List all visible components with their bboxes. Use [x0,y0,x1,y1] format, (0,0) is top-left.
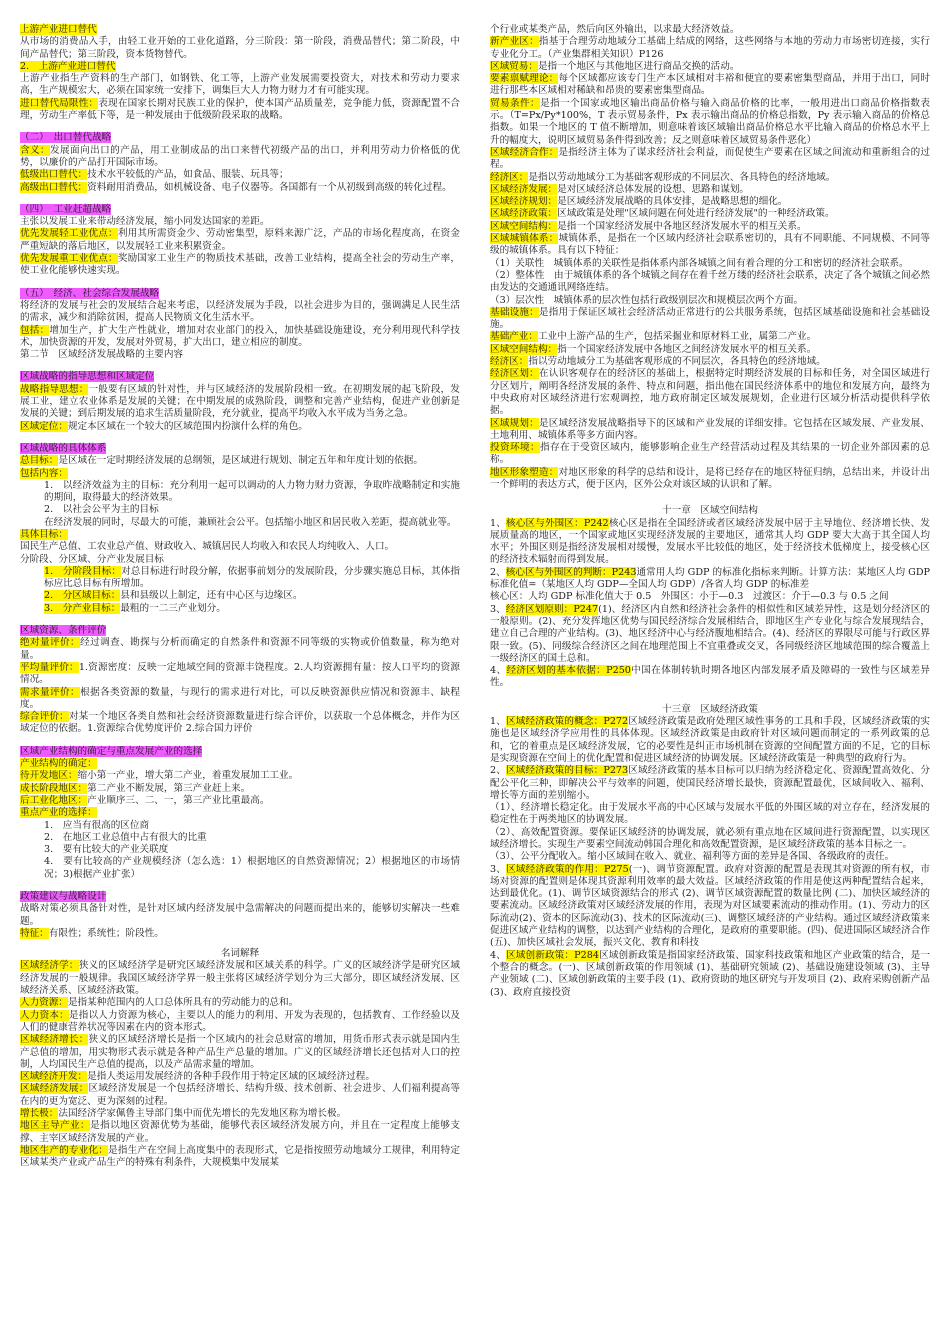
term-label: 含义： [20,144,51,156]
left-paragraph [20,384,460,421]
body-text: 核心区：人均 GDP 标准化值大于 0.5 外围区：小于—0.3 过渡区：介于—0.3 与 0.5 之间 [490,591,889,603]
term-label: 区域定位： [20,420,68,432]
term-label: 区域经济学： [20,960,79,972]
term-definition: 区域经济政策的基本目标可以归纳为经济稳定化、资源配置高效化、分配公平化三种，即解决公平与效率的问题，使国民经济增长最快，资源配置最优，区域间收入、福利、增长等方面的差别缩小。 [490,765,930,801]
right-paragraph [490,851,930,863]
term-label: 人力资本： [20,1009,69,1021]
term-label: 区域经济发展： [490,183,558,195]
item-number: 4、 [490,665,507,677]
body-text: 1. 以经济效益为主的目标：充分利用一起可以调动的人力物力财力资源，争取昨战略制定和实施的期间，取得最大的经济效果。 [44,479,460,504]
chapter-heading: 十三章 区域经济政策 [662,703,758,715]
body-text: 工业中上游产品的生产，包括采掘业和原材料工业，属第二产业。 [537,331,817,343]
section-heading: （四） 工业赶超战略 [20,203,112,215]
item-number: 1、 [490,517,506,529]
left-paragraph [20,288,460,300]
term-label: 总目标： [20,455,59,467]
right-paragraph [490,295,930,307]
body-text: 主张以发展工业来带动经济发展，缩小同发达国家的差距。 [20,216,270,228]
left-paragraph [20,132,460,144]
left-paragraph [20,960,460,997]
body-text: （1）关联性 城镇体系的关联性是指体系内部各城镇之间有着合理的分工和密切的经济社会联系。 [490,257,909,269]
left-paragraph [20,783,460,795]
body-text: 2. 以社会公平为主的目标 [44,504,159,516]
section-heading: （二） 出口替代战略 [20,132,112,144]
term-definition: 通常用人均 GDP 的标准化指标来判断。计算方法：某地区人均 GDP 标准化值=（某地区人均 GDP—全国人均 GDP）/各省人均 GDP 的标准差 [490,566,930,591]
term-label: 战略指导思想： [20,383,89,395]
body-text: 每个区域都应该专门生产本区域相对丰裕和便宜的要素密集型商品，并用于出口，同时进行那些本区域相对稀缺和昂贵的要素密集型商品。 [490,73,931,97]
left-paragraph [20,468,460,480]
right-paragraph [490,765,930,802]
body-text: 4. 要有比较高的产业规模经济（怎么选：1）根据地区的自然资源情况；2）根据地区的市场情况；3)根据产业扩张） [44,856,460,880]
left-paragraph [20,1145,460,1170]
body-text: 在认识客观存在的经济区的基础上，根据特定时期经济发展的目标和任务，对全国区域进行分区划片，阐明各经济发展的条件、特点和问题，指出他在国民经济体系中的地位和发展方向，最终为中央政府对区域经济进行宏观调控，地方政府制定区域发展规划，企业进行区域分析活动提供科学依据。 [490,368,931,417]
right-column [490,24,930,999]
body-text: 指基于合理劳动地域分工基础上结成的网络，这些网络与本地的劳动力市场密切连接，实行专业化分工。（产业集群相关知识）P126 [490,36,931,60]
left-paragraph [20,36,460,61]
body-text: （2）、高效配置资源。要保证区域经济的协调发展，就必须有重点地在区域间进行资源配置，以实现区域经济增长。实现生产要素空间流动韩国合理化和高效配置资源，是区域经济政策的基本目标之一。 [490,826,930,850]
term-label: 具体目标： [20,528,68,540]
right-paragraph [490,704,930,716]
section-heading: 政策建议与战略设计 [20,891,107,902]
body-text: 有限性；系统性；阶段性。 [48,927,164,939]
body-text: 指存在于受资区域内，能够影响企业生产经营活动过程及其结果的一切企业外部因素的总称。 [490,442,931,466]
body-text: 对地区形象的科学的总结和设计，是将已经存在的地区特征归纳，总结出来，并设计出一个鲜明的表达方式，便于区内，区外公众对该区域的认识和了解。 [490,466,931,490]
term-label: 人力资源： [20,997,68,1009]
term-label: 经济区划原则：P247 [505,603,599,615]
right-paragraph [490,356,930,368]
left-paragraph [20,770,460,782]
body-text: 是指用于保证区域社会经济活动正常进行的公共服务系统，包括区域基础设施和社会基础设施。 [490,306,931,331]
right-paragraph [490,802,930,827]
left-paragraph [20,228,460,253]
term-label: 基础设施： [490,306,539,318]
right-paragraph [490,98,930,147]
item-number: 3、 [490,863,507,875]
term-label: 包括： [20,324,50,336]
body-text: 是指人类运用发展经济的各种手段作用于特定区域的区域经济过程。 [87,1071,375,1083]
right-paragraph [490,467,930,492]
body-text: 技术水平较低的产品，如食品、服装、玩具等； [87,169,289,181]
left-paragraph [20,1108,460,1120]
body-text: 县和县级以上制定，还有中心区与边缘区。 [120,590,303,602]
term-label: 投资环境： [490,442,541,454]
term-label: 绝对量评价： [20,637,81,649]
left-paragraph [20,554,460,566]
body-text: 3. 要有比较大的产业关联度 [44,844,169,856]
body-text: 产业顺序三、二、一，第三产业比重最高。 [87,794,270,806]
body-text: 在经济发展的同时，尽最大的可能，兼顾社会公平。包括缩小地区和居民收入差距，提高就业等。 [44,516,457,528]
body-text: 对某一个地区各类自然和社会经济资源数量进行综合评价，以获取一个总体概念，并作为区域定位的依据。1.资源综合优势度评价 2.综合国力评价 [20,711,461,735]
term-label: 优先发展重工业优点： [20,253,118,265]
body-text: 资料耐用消费品，如机械设备、电子仪器等。各国都有一个从初级到高级的转化过程。 [87,181,452,193]
term-label: 包括内容： [20,467,68,479]
section-heading: 区域产业结构的确定与重点发展产业的选择 [20,745,203,757]
term-label: 经济区划： [490,368,539,380]
term-definition: 中国在体制转轨时期各地区内部发展矛盾及障碍的一致性与区域差异性。 [490,665,930,689]
right-paragraph [490,184,930,196]
right-paragraph [490,258,930,270]
left-paragraph [20,997,460,1009]
term-label: 平均量评价： [20,661,79,673]
left-paragraph [20,61,460,73]
left-paragraph [20,820,460,832]
left-paragraph [20,746,460,758]
term-label: 上游产业进口替代 [20,24,97,35]
term-label: 区域规划： [490,417,539,429]
term-label: 成长阶段地区： [20,782,88,794]
chapter-heading: 十一章 区域空间结构 [662,505,758,517]
body-text: 1. 应当有很高的区位商 [44,819,150,831]
right-paragraph [490,221,930,233]
right-paragraph [490,172,930,184]
right-paragraph [490,208,930,220]
right-paragraph [490,147,930,172]
body-text: （1）、经济增长稳定化。由于发展水平高的中心区域与发展水平低的外围区域的对立存在，经济发展的稳定性在于两类地区的协调发展。 [490,802,930,826]
right-paragraph [490,61,930,73]
right-paragraph [490,827,930,852]
right-paragraph [490,344,930,356]
term-label: 1. 分阶段目标： [44,565,122,577]
body-text: 区域政策是处理"区域问题在何处进行经济发展"的一种经济政策。 [557,208,835,220]
term-label: 区域创新政策：P284 [506,949,599,961]
right-paragraph [490,307,930,332]
body-text: 发展面向出口的产品，用工业制成品的出口来替代初级产品的出口，并利用劳动力价格低的优势，以廉价的产品打开国际市场。 [20,144,461,168]
term-label: 重点产业的选择： [20,807,97,819]
body-text: 缩小第一产业，增大第二产业，着重发展加工工业。 [77,770,299,782]
left-paragraph [20,300,460,325]
body-text: （3）、公平分配收入。缩小区域间在收入、就业、福利等方面的差异是各国、各级政府的责任。 [490,851,895,863]
right-paragraph [490,331,930,343]
left-paragraph [20,832,460,844]
body-text: 是指以地区资源优势为基础，能够代表区域经济发展方向，并且在一定程度上能够支撑、主宰区域经济发展的产业。 [20,1120,461,1144]
body-text: 指一个国家经济发展中各地区之间经济发展水平的相互关系。 [557,343,817,355]
left-paragraph [20,758,460,770]
left-paragraph [20,566,460,591]
left-paragraph [20,325,460,350]
term-label: 区域经济合作： [490,146,559,158]
body-text: 指以劳动地域分工为基础客观形成的不同层次，各具特色的经济地域。 [528,356,826,368]
body-text: 奖励国家工业生产的物质技术基础，改善工业结构，提高全社会的劳动生产率，使工业化能够快速实现。 [20,253,461,277]
left-paragraph [20,349,460,361]
term-label: 区域经济政策的作用：P275 [506,863,629,875]
term-label: 区域经济发展： [20,1083,89,1095]
section-heading: 区域资源、条件评价 [20,625,107,637]
right-paragraph [490,233,930,258]
body-text: 城镇体系，是指在一个区域内经济社会联系密切的，具有不同职能、不同规模、不同等级的城镇体系。具有以下特征： [490,233,931,257]
term-label: 区域经济规划： [490,196,558,208]
body-text: 是指以劳动地域分工为基础客观形成的不同层次、各具特色的经济地域。 [528,171,836,183]
left-paragraph [20,371,460,383]
body-text: 规定本区域在一个较大的区域范围内扮演什么样的角色。 [67,420,308,432]
body-text: 第二节 区域经济发展战略的主要内容 [20,349,184,361]
term-label: 2. 上游产业进口替代 [20,60,116,72]
term-label: 区域城镇体系： [490,233,559,245]
term-label: 优先发展轻工业优点： [20,228,118,240]
left-paragraph [20,590,460,602]
term-label: 区域贸易： [490,60,538,72]
item-number: 4、 [490,949,506,961]
left-paragraph [20,1010,460,1035]
left-paragraph [20,541,460,553]
term-label: 区域经济开发： [20,1071,88,1083]
left-paragraph [20,928,460,940]
body-text: 将经济的发展与社会的发展结合起来考虑，以经济发展为手段，以社会进步为目的，强调满足人民生活的需求，减少和消除贫困，提高人民物质文化生活水平。 [20,299,460,324]
body-text: 狭义的区域经济增长是指一个区域内的社会总财富的增加，用货币形式表示就是国内生产总值的增加，用实物形式表示就是各种产品生产总量的增加。广义的区域经济增长还包括对人口的控制，人均国民生产总值的提高，以及产品需求量的增加。 [20,1034,461,1070]
left-paragraph [20,1120,460,1145]
body-text: 国民生产总值、工农业总产值、财政收入、城镇居民人均收入和农民人均纯收入、人口。 [20,541,395,553]
section-heading: 区域战略的具体体系 [20,442,107,454]
term-label: 区域经济政策： [490,208,558,220]
term-label: 贸易条件： [490,97,541,109]
left-paragraph [20,1034,460,1071]
left-paragraph [20,603,460,615]
body-text: 上游产业指生产资料的生产部门，如钢铁、化工等，上游产业发展需要投资大，对技术和劳动力要求高，生产规模宏大，必须在国家统一安排下，调集巨大人力物力财力才有可能实现。 [20,73,460,97]
body-text: 是区域经济发展战略指导下的区域和产业发展的详细安排。它包括在区域发展、产业发展、土地利用、城镇体系等多方面内容。 [490,417,931,441]
body-text: 利用其所需资金少、劳动密集型，原料来源广泛，产品的市场化程度高，在资金严重短缺的落后地区，以发展轻工业来积累资金。 [20,228,461,252]
term-label: 进口替代局限性： [20,97,99,109]
left-paragraph [20,421,460,433]
right-paragraph [490,196,930,208]
body-text: 是区域经济发展战略的具体安排，是战略思想的细化。 [557,196,788,208]
item-number: 1、 [490,716,506,728]
body-text: 是指一个国家或地区输出商品价格与输入商品价格的比率，一般用进出口商品价格指数表示。（T=Px/Py*100%，T 表示贸易条件，Px 表示输出商品的价格总指数，Py 表示输入商品的价格总指数。如果一个地区的 T 值不断增加，则意味着该区域输出商品价格总水平比输入商品的价格总水平上升的幅度大，说明区域贸易条件得到改善；反之则意味着区域贸易条件恶化） [490,97,931,146]
term-definition: 核心区是指在全国经济或者区域经济发展中居于主导地位、经济增长快、发展质量高的地区，一个国家或地区实现经济发展的主要地区，通常其人均 GDP 要大大高于其全国人均水平；外围区则是指经济发展相对缓慢，发展水平比较低的地区，处于经济技术低梯度上，接受核心区的经济技术辐射而得到发展。 [490,517,931,566]
left-paragraph [20,891,460,903]
body-text: 表现在国家长期对民族工业的保护，使本国产品质量差，竞争能力低，资源配置不合理，劳动生产率低下等，是一种发展由于低级阶段采取的战略。 [20,97,461,122]
left-paragraph [20,145,460,170]
body-text: 最粗的一二三产业划分。 [120,602,226,614]
term-label: 增长极： [20,1108,59,1120]
body-text: 战略对策必须具备针对性，是针对区域内经济发展中急需解决的问题而提出来的，能够切实解决一些难题。 [20,903,460,927]
left-column [20,24,460,1170]
body-text: 个行业或某类产品，然后向区外输出，以求最大经济效益。 [490,24,740,35]
left-paragraph [20,253,460,278]
left-paragraph [20,517,460,529]
left-paragraph [20,182,460,194]
left-paragraph [20,24,460,36]
body-text: 法国经济学家佩鲁主导部门集中而优先增长的先发地区称为增长极。 [58,1108,347,1120]
left-paragraph [20,529,460,541]
body-text: 是指生产在空间上高度集中的表现形式，它是指按照劳动地域分工规律，利用特定区域某类产业或产品生产的特殊有利条件，大规模集中发展某 [20,1144,461,1169]
right-paragraph [490,36,930,61]
term-label: 2. 分区域目标： [44,590,121,602]
term-label: 地区主导产业： [20,1120,91,1132]
left-paragraph [20,98,460,123]
left-paragraph [20,1083,460,1108]
term-label: 区域空间结构： [490,220,558,232]
left-paragraph [20,169,460,181]
body-text: 根据各类资源的数量，与现行的需求进行对比，可以反映资源供应情况和资源丰、缺程度。 [20,686,461,710]
item-number: 3、 [490,603,506,615]
right-paragraph [490,567,930,592]
term-label: 区域空间结构： [490,343,558,355]
left-paragraph [20,711,460,736]
right-paragraph [490,518,930,567]
term-label: 地区形象塑造： [490,466,559,478]
body-text: 是指一个地区与其他地区进行商品交换的活动。 [537,60,740,72]
term-label: 需求量评价： [20,686,81,698]
body-text: 是指某种范围内的人口总体所具有的劳动能力的总和。 [67,997,299,1009]
right-paragraph [490,950,930,999]
term-label: 产业结构的确定： [20,758,97,770]
body-text: 分阶段、分区域、分产业发展目标 [20,553,164,565]
right-paragraph [490,24,930,36]
term-label: 基础产业： [490,331,538,343]
body-text: 是对区域经济总体发展的设想、思路和谋划。 [557,183,750,195]
left-paragraph [20,216,460,228]
body-text: 增加生产，扩大生产性就业，增加对农业部门的投入，加快基础设施建设，充分利用现代科学技术，加快资源的开发，发展对外贸易，扩大出口，建立相应的制度。 [20,324,461,348]
right-paragraph [490,270,930,295]
left-paragraph [20,795,460,807]
body-text: 是区域在一定时期经济发展的总纲领，是区域进行规划、制定五年和年度计划的依据。 [58,455,423,467]
left-paragraph [20,625,460,637]
left-paragraph [20,903,460,928]
body-text: 狭义的区域经济学是研究区域经济发展和区域关系的科学。广义的区域经济学是研究区域经济发展的一般规律。我国区域经济学界一般主张将区域经济学划分为三大部分，即区域经济发展、区域经济关系、区域经济政策。 [20,960,461,997]
term-label: 新产业区： [490,36,539,48]
right-paragraph [490,505,930,517]
right-paragraph [490,73,930,98]
item-number: 2、 [490,566,506,578]
body-text: 第二产业不断发展，第三产业赶上来。 [87,782,251,794]
term-label: 综合评价： [20,711,69,723]
left-paragraph [20,637,460,662]
right-paragraph [490,665,930,690]
right-paragraph [490,368,930,417]
right-paragraph [490,442,930,467]
right-paragraph [490,604,930,665]
term-definition: 区域经济政策是政府处理区域性事务的工具和手段，区域经济政策的实施也是区域经济学应用性的具体体现。区域经济政策是由政府针对区域问题而制定的一系列政策的总和，它的着重点是区域经济发展，它的必要性是纠正市场机制在资源的空间配置方面的不足，它的目标是实现资源在空间上的优化配置和促进区域经济的协调发展。区域经济政策是一种典型的政府行为。 [490,716,930,764]
term-label: 特征： [20,927,49,939]
term-label: 3. 分产业目标： [44,602,121,614]
left-paragraph [20,662,460,687]
left-paragraph [20,687,460,712]
item-number: 2、 [490,765,506,777]
term-label: 低级出口替代： [20,169,88,181]
term-definition: (一)、调节资源配置。政府对资源的配置是表现其对资源的所有权，市场对资源的配置则是体现其资源利用效率的最大效益。区域经济政策的作用是使这两种配置结合起来，达到最优化。(1)、调节区域资源结合的形式 (2)、调节区域资源配置的数量比例 (二)、加快区域经济的要素流动。区域经济政策对区域经济发展的作用，表现为对区域要素流动的推动作用。(1)、劳动力的区际流动(2)、资本的区际流动(3)、技术的区际流动(三)、调整区域经济的产业结构。通过区域经济政策来促进区域产业结构的调整，以达到产业结构的合理化，是政府的重要职能。(四)、促进国际区域经济合作(五)、加快区域社会发展，振兴文化、教育和科技 [490,863,930,949]
body-text: 1.资源密度：反映一定地域空间的资源丰饶程度。2.人均资源拥有量：按人口平均的资源情况。 [20,661,460,686]
term-label: 地区生产的专业化： [20,1144,109,1156]
term-label: 后工业化地区： [20,794,88,806]
left-paragraph [20,504,460,516]
body-text: 一般要有区域的针对性，并与区域经济的发展阶段相一致。在初期发展的起飞阶段，发展工业，建立农业体系是发展的关键；在中期发展的成熟阶段，调整和完善产业结构，促进产业创新是发展的关键；到后期发展的追求生活质量阶段，充分就业，提高平均收入水平成为当务之急。 [20,383,461,420]
left-paragraph [20,455,460,467]
term-label: 要素禀赋理论： [490,73,559,85]
term-definition: (1)、经济区内自然和经济社会条件的相似性和区域差异性，这是划分经济区的一般原则。(2)、充分发挥地区优势与国民经济综合发展相结合，即地区生产专业化与综合发展现结合，建立自己合理的产业结构。(3)、地区经济中心与经济腹地相结合。(4)、经济区的界限尽可能与行政区界限一致。(5)、同级综合经济区之间在地理范围上不宜重叠或交叉，各同级经济区地域范围的综合覆盖上一级经济区的国土总和。 [490,603,930,664]
body-text: 2. 在地区工业总值中占有很大的比重 [44,831,207,843]
term-label: 区域经济政策的概念：P272 [506,716,629,728]
left-paragraph [20,443,460,455]
body-text: 是指以人力资源为核心，主要以人的能力的利用、开发为表现的，包括教育、工作经验以及人们的健康营养状况等因素在内的资本形式。 [20,1009,461,1033]
right-paragraph [490,591,930,603]
left-paragraph [20,73,460,98]
right-paragraph [490,418,930,443]
left-paragraph [20,948,460,960]
term-definition: 区域创新政策是指国家经济政策、国家科技政策和地区产业政策的结合，是一个整合的概念。(一)、区域创新政策的作用领域 (1)、基础研究领域 (2)、基础设施建设领域 (3)、主导产业领域 (二)、区域创新政策的主要手段 (1)、政府资助的地区研究与开发项目 (2)、政府采购创新产品 (3)、政府直接投资 [490,949,931,998]
section-heading: （五） 经济、社会综合发展战略 [20,287,160,299]
body-text: （3）层次性 城镇体系的层次性包括行政级别层次和规模层次两个方面。 [490,294,804,306]
left-paragraph [20,480,460,505]
left-paragraph [20,856,460,881]
term-label: 核心区与外围区：P242 [506,517,609,529]
right-paragraph [490,864,930,950]
left-paragraph [20,1071,460,1083]
term-label: 核心区与外围区的判断：P243 [505,566,637,578]
body-text: 经过调查、勘探与分析而确定的自然条件和资源不同等级的实物或价值数量，称为绝对量。 [20,637,461,661]
chapter-heading: 名词解释 [220,948,260,960]
body-text: 是指一个国家经济发展中各地区经济发展水平的相互关系。 [557,220,807,232]
left-paragraph [20,204,460,216]
left-paragraph [20,807,460,819]
left-paragraph [20,844,460,856]
term-label: 待开发地区： [20,770,78,782]
body-text: 是指经济主体为了谋求经济社会利益，而促使生产要素在区域之间流动和重新组合的过程。 [490,146,931,171]
body-text: 对总目标进行时段分解，依据事前划分的发展阶段，分步骤实施总目标，其体指标应比总目标有所增加。 [44,565,461,590]
right-paragraph [490,716,930,765]
term-label: 经济区： [490,171,529,183]
body-text: 从市场的消费品入手，由轻工业开始的工业化道路，分三阶段：第一阶段，消费品替代；第二阶段，中间产品替代；第三阶段，资本货物替代。 [20,36,460,60]
term-label: 经济区： [490,356,529,368]
term-label: 区域经济政策的目标：P273 [506,765,629,777]
body-text: 区域经济发展是一个包括经济增长、结构升级、技术创新、社会进步、人们福利提高等在内的更为宽泛、更为深刻的过程。 [20,1083,461,1107]
term-label: 高级出口替代： [20,181,88,193]
term-label: 区域经济增长： [20,1034,89,1046]
term-label: 经济区划的基本依据：P250 [506,665,631,677]
section-heading: 区域战略的指导思想和区域定位 [20,371,155,383]
body-text: （2）整体性 由于城镇体系的各个城镇之间存在着千丝万缕的经济社会联系，决定了各个城镇之间必然由发达的交通通讯网络连结。 [490,269,930,294]
